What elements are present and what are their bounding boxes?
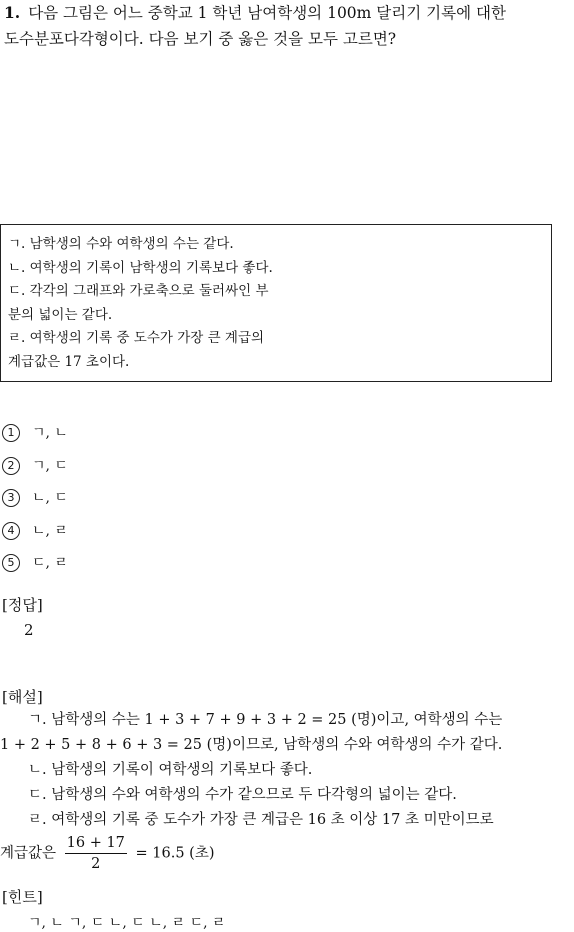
answer-label: [정답] [2, 596, 43, 614]
question-line-2: 도수분포다각형이다. 다음 보기 중 옳은 것을 모두 고르면? [4, 30, 397, 48]
bogi-line-3: ㄷ. 각각의 그래프와 가로축으로 둘러싸인 부 [8, 283, 269, 299]
bogi-line-2: ㄴ. 여학생의 기록이 남학생의 기록보다 좋다. [8, 259, 273, 276]
bogi-box [0, 224, 552, 382]
explanation-line-4: ㄷ. 남학생의 수와 여학생의 수가 같으므로 두 다각형의 넓이는 같다. [28, 787, 457, 803]
explanation-line-6-post: = 16.5 (초) [135, 845, 215, 862]
explanation-line-2: 1 + 2 + 5 + 8 + 6 + 3 = 25 (명)이므로, 남학생의 수와 여학생의 수가 같다. [0, 737, 503, 753]
explanation-body [0, 708, 574, 874]
choice-text: ㄷ, ㄹ [32, 555, 68, 572]
fraction [65, 833, 127, 874]
hint-label: [힌트] [2, 888, 43, 906]
choice-number: 2 [2, 457, 20, 475]
fraction-numerator: 16 + 17 [65, 833, 127, 854]
choice-text: ㄴ, ㄹ [32, 522, 68, 539]
choice-text: ㄱ, ㄴ [32, 425, 68, 442]
choice-number: 1 [2, 424, 20, 442]
choice-1[interactable] [2, 417, 68, 450]
explanation-line-3: ㄴ. 남학생의 기록이 여학생의 기록보다 좋다. [28, 762, 313, 778]
choice-3[interactable] [2, 482, 68, 515]
explanation-line-6-pre: 계급값은 [0, 845, 57, 862]
fraction-denominator: 2 [91, 856, 101, 872]
choice-list [2, 417, 68, 580]
bogi-line-1: ㄱ. 남학생의 수와 여학생의 수는 같다. [8, 236, 234, 252]
figure-area [0, 60, 574, 220]
question-line-1 [4, 0, 572, 26]
choice-2[interactable] [2, 450, 68, 483]
choice-number: 3 [2, 489, 20, 507]
question-text-1: 다음 그림은 어느 중학교 1 학년 남여학생의 100m 달리기 기록에 대한 [28, 4, 506, 22]
question-number: 1. [4, 3, 21, 22]
explanation-line-1: ㄱ. 남학생의 수는 1 + 3 + 7 + 9 + 3 + 2 = 25 (명)이고, 여학생의 수는 [28, 712, 503, 728]
question [4, 0, 572, 52]
bogi-line-6: 계급값은 17 초이다. [8, 353, 130, 370]
bogi-line-5: ㄹ. 여학생의 기록 중 도수가 가장 큰 계급의 [8, 330, 265, 346]
choice-text: ㄴ, ㄷ [32, 490, 68, 507]
choice-4[interactable] [2, 515, 68, 548]
choice-number: 5 [2, 554, 20, 572]
explanation-line-6 [0, 833, 574, 874]
choice-5[interactable] [2, 547, 68, 580]
hint-text: ㄱ, ㄴ ㄱ, ㄷ ㄴ, ㄷ ㄴ, ㄹ ㄷ, ㄹ [28, 915, 226, 931]
answer-value: 2 [24, 621, 34, 639]
choice-text: ㄱ, ㄷ [32, 457, 68, 474]
choice-number: 4 [2, 522, 20, 540]
explanation-label: [해설] [2, 688, 43, 706]
explanation-line-5: ㄹ. 여학생의 기록 중 도수가 가장 큰 계급은 16 초 이상 17 초 미만이므로 [28, 812, 494, 828]
bogi-line-4: 분의 넓이는 같다. [8, 306, 113, 323]
